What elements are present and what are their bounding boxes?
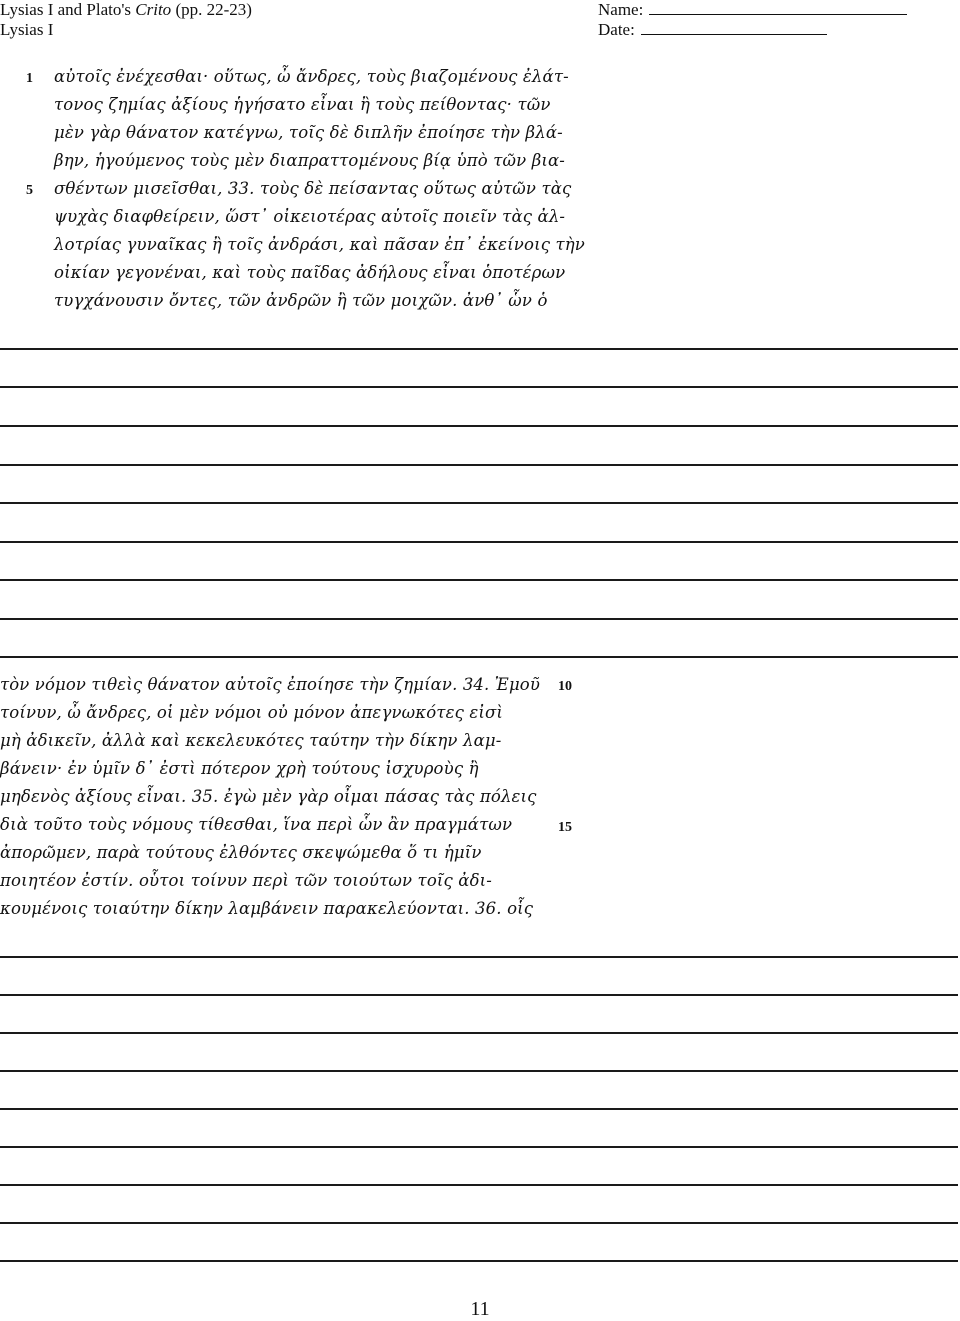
writing-line[interactable] [0,579,958,581]
writing-line[interactable] [0,1108,958,1110]
text-line: τονος ζημίας ἀξίους ἡγήσατο εἶναι ἢ τοὺς πείθοντας· τῶν [54,95,551,114]
writing-line[interactable] [0,502,958,504]
writing-line[interactable] [0,1146,958,1148]
name-field[interactable] [598,0,907,20]
writing-line[interactable] [0,541,958,543]
writing-line[interactable] [0,425,958,427]
writing-line[interactable] [0,1032,958,1034]
text-line: αὐτοῖς ἐνέχεσθαι· οὕτως, ὦ ἄνδρες, τοὺς βιαζομένους ἐλάτ- [54,67,569,86]
text-line: διὰ τοῦτο τοὺς νόμους τίθεσθαι, ἵνα περὶ ὧν ἂν πραγμάτων [0,815,513,834]
text-line: μηδενὸς ἀξίους εἶναι. 35. ἐγὼ μὲν γὰρ οἶμαι πάσας τὰς πόλεις [0,787,537,806]
text-line: βην, ἡγούμενος τοὺς μὲν διαπραττομένους βίᾳ ὑπὸ τῶν βια- [54,151,566,170]
title-prefix: Lysias I and Plato's [0,0,136,19]
name-label: Name: [598,0,644,19]
writing-line[interactable] [0,386,958,388]
worksheet-title [0,0,252,20]
text-line: οἰκίαν γεγονέναι, καὶ τοὺς παῖδας ἀδήλους εἶναι ὁποτέρων [54,263,566,282]
text-line: κουμένοις τοιαύτην δίκην λαμβάνειν παρακελεύονται. 36. οἷς [0,899,534,918]
writing-line[interactable] [0,1260,958,1262]
writing-line[interactable] [0,1070,958,1072]
line-number: 15 [558,820,572,835]
page-number: 11 [470,1298,490,1320]
writing-line[interactable] [0,618,958,620]
line-number: 1 [26,71,33,86]
text-line: ψυχὰς διαφθείρειν, ὥστ᾽ οἰκειοτέρας αὑτοῖς ποιεῖν τὰς ἀλ- [54,207,566,226]
title-suffix: (pp. 22-23) [171,0,252,19]
date-label: Date: [598,20,635,39]
line-number: 10 [558,679,572,694]
text-line: τοίνυν, ὦ ἄνδρες, οἱ μὲν νόμοι οὐ μόνον ἀπεγνωκότες εἰσὶ [0,703,504,722]
text-line: τὸν νόμον τιθεὶς θάνατον αὐτοῖς ἐποίησε τὴν ζημίαν. 34. Ἐμοῦ [0,675,540,694]
writing-line[interactable] [0,464,958,466]
line-number: 5 [26,183,33,198]
text-line: τυγχάνουσιν ὄντες, τῶν ἀνδρῶν ἢ τῶν μοιχῶν. ἀνθ᾽ ὧν ὁ [54,291,548,310]
title-italic: Crito [135,0,172,19]
writing-line[interactable] [0,994,958,996]
name-blank[interactable] [649,0,907,15]
writing-line[interactable] [0,348,958,350]
writing-line[interactable] [0,1222,958,1224]
text-line: λοτρίας γυναῖκας ἢ τοῖς ἀνδράσι, καὶ πᾶσαν ἐπ᾽ ἐκείνοις τὴν [54,235,585,254]
text-line: ἀπορῶμεν, παρὰ τούτους ἐλθόντες σκεψώμεθα ὅ τι ἡμῖν [0,843,482,862]
text-line: μὲν γὰρ θάνατον κατέγνω, τοῖς δὲ διπλῆν ἐποίησε τὴν βλά- [54,123,563,142]
writing-line[interactable] [0,956,958,958]
date-blank[interactable] [641,20,827,35]
date-field[interactable] [598,20,827,40]
text-line: ποιητέον ἐστίν. οὗτοι τοίνυν περὶ τῶν τοιούτων τοῖς ἀδι- [0,871,493,890]
writing-line[interactable] [0,656,958,658]
worksheet-subtitle: Lysias I [0,20,54,39]
text-line: βάνειν· ἐν ὑμῖν δ᾽ ἐστὶ πότερον χρὴ τούτους ἰσχυροὺς ἢ [0,759,479,778]
writing-line[interactable] [0,1184,958,1186]
text-line: μὴ ἀδικεῖν, ἀλλὰ καὶ κεκελευκότες ταύτην τὴν δίκην λαμ- [0,731,502,750]
text-line: σθέντων μισεῖσθαι, 33. τοὺς δὲ πείσαντας οὕτως αὐτῶν τὰς [54,179,572,198]
